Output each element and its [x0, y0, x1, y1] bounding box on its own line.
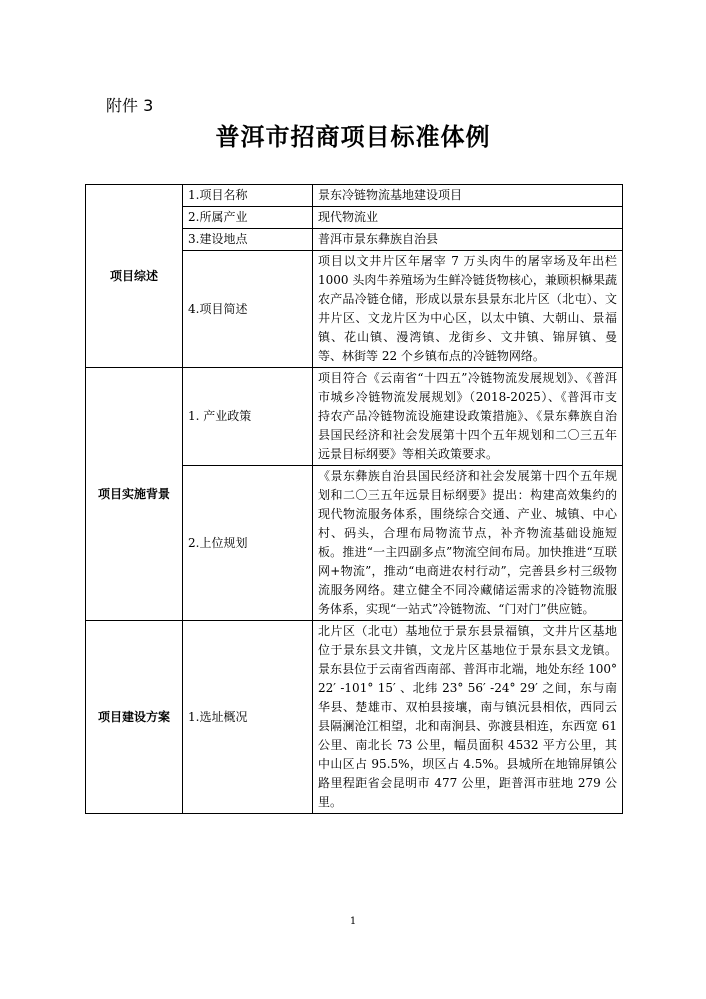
row-label: 1.项目名称	[183, 185, 313, 207]
row-label: 1. 产业政策	[183, 368, 313, 466]
table-row	[86, 621, 623, 814]
page-title: 普洱市招商项目标准体例	[215, 123, 491, 151]
attachment-label: 附件 3	[106, 96, 154, 115]
row-value: 项目符合《云南省“十四五”冷链物流发展规划》、《普洱市城乡冷链物流发展规划》（2018-2025）、《普洱市支持农产品冷链物流设施建设政策措施》、《景东彝族自治县国民经济和社会发展第十四个五年规划和二〇三五年远景目标纲要》等相关政策要求。	[313, 368, 623, 466]
row-label: 2.所属产业	[183, 207, 313, 229]
table-row	[86, 368, 623, 466]
section-header-background: 项目实施背景	[86, 368, 183, 621]
row-value: 项目以文井片区年屠宰 7 万头肉牛的屠宰场及年出栏 1000 头肉牛养殖场为生鲜冷链货物核心，兼顾枳㮟果蔬农产品冷链仓储，形成以景东县景东北片区（北屯）、文井片区、文龙片区为中心区，以太中镇、大朝山、景福镇、花山镇、漫湾镇、龙街乡、文井镇、锦屏镇、曼等、林街等 22 个乡镇布点的冷链物网络。	[313, 251, 623, 368]
row-value: 现代物流业	[313, 207, 623, 229]
row-value: 《景东彝族自治县国民经济和社会发展第十四个五年规划和二〇三五年远景目标纲要》提出：构建高效集约的现代物流服务体系，围绕综合交通、产业、城镇、中心村、码头，合理布局物流节点，补齐物流基础设施短板。推进“一主四副多点”物流空间布局。加快推进“互联网+物流”，推动“电商进农村行动”，完善县乡村三级物流服务网络。建立健全不同冷藏储运需求的冷链物流服务体系，实现“一站式”冷链物流、“门对门”供应链。	[313, 466, 623, 621]
section-header-plan: 项目建设方案	[86, 621, 183, 814]
project-table	[85, 184, 623, 814]
row-value: 普洱市景东彝族自治县	[313, 229, 623, 251]
row-label: 4.项目简述	[183, 251, 313, 368]
section-header-overview: 项目综述	[86, 185, 183, 368]
row-label: 2.上位规划	[183, 466, 313, 621]
row-label: 1.选址概况	[183, 621, 313, 814]
row-label: 3.建设地点	[183, 229, 313, 251]
page-number: 1	[349, 916, 357, 927]
row-value: 北片区（北屯）基地位于景东县景福镇，文井片区基地位于景东县文井镇，文龙片区基地位于景东县文龙镇。景东县位于云南省西南部、普洱市北端，地处东经 100° 22′ -101° 15′ 、北纬 23° 56′ -24° 29′ 之间，东与南华县、楚雄市、双柏县接壤，南与镇沅县相依，西同云县隔澜沧江相望，北和南涧县、弥渡县相连，东西宽 61 公里、南北长 73 公里，幅员面积 4532 平方公里，其中山区占 95.5%，坝区占 4.5%。县城所在地锦屏镇公路里程距省会昆明市 477 公里，距普洱市驻地 279 公里。	[313, 621, 623, 814]
row-value: 景东冷链物流基地建设项目	[313, 185, 623, 207]
table-row	[86, 185, 623, 207]
